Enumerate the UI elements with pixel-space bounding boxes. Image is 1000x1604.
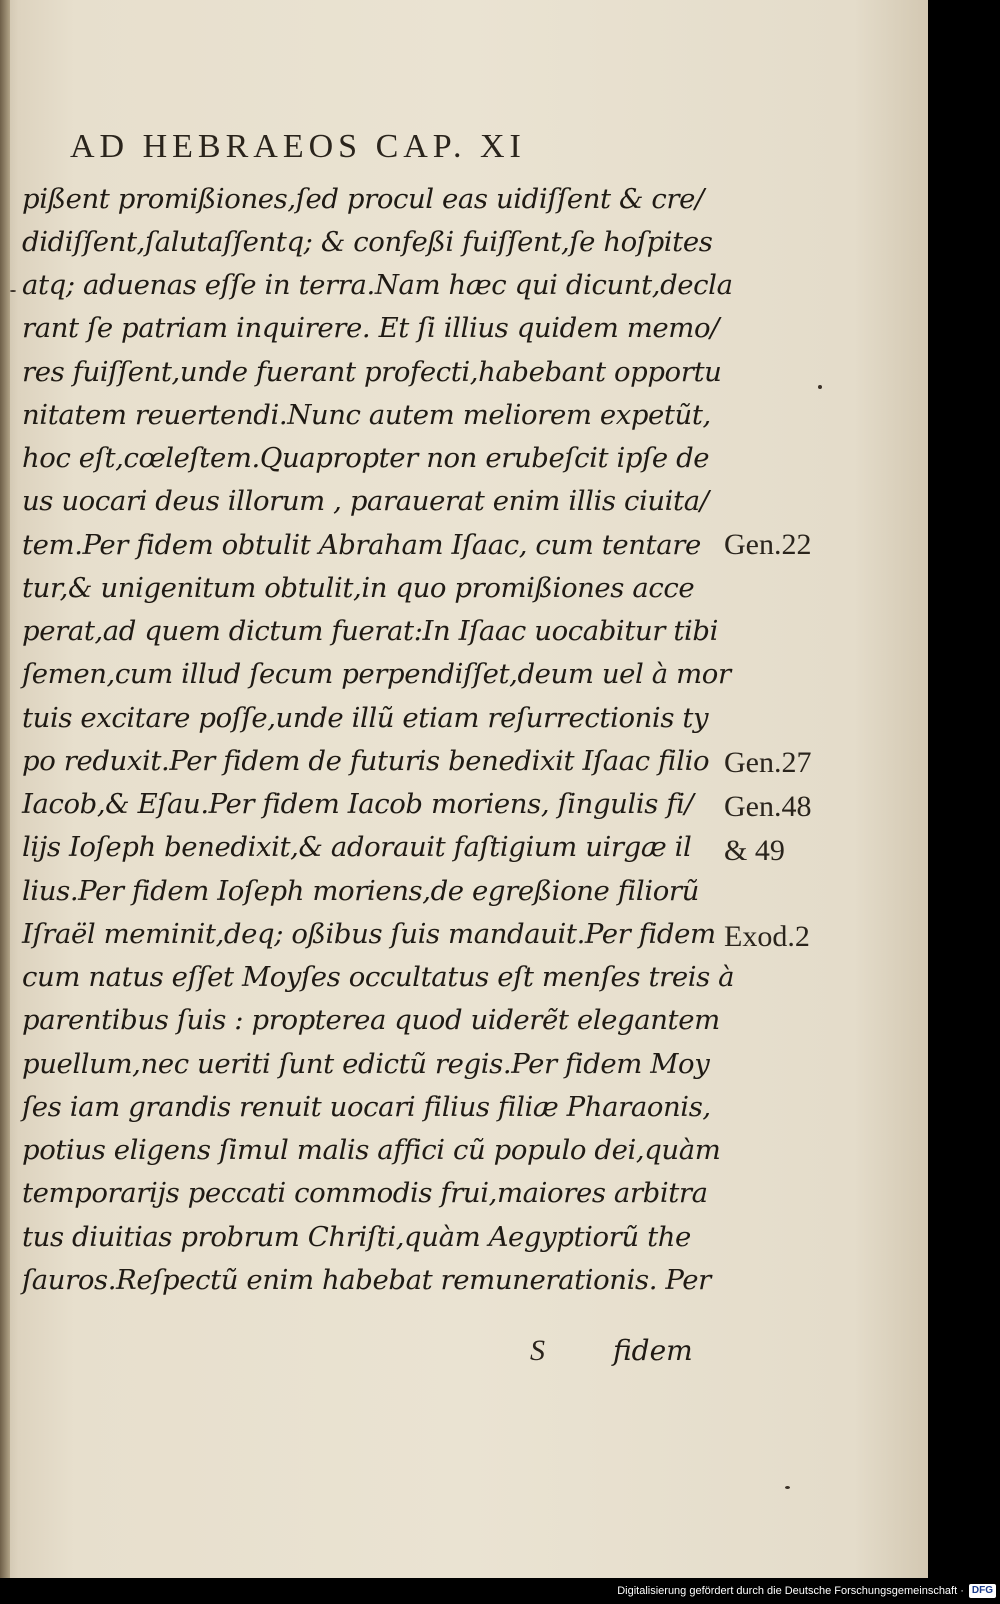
margin-note-exod2: Exod.2 bbox=[724, 920, 810, 953]
text-line: atq; aduenas eſſe in terra.Nam hæc qui dicunt,decla bbox=[22, 269, 733, 301]
text-line: tuis excitare poſſe,unde illũ etiam reſurrectionis ty bbox=[22, 702, 709, 734]
margin-note-gen48: Gen.48 bbox=[724, 790, 812, 823]
catchword: fidem bbox=[613, 1334, 693, 1367]
footer-credit: Digitalisierung gefördert durch die Deutsche Forschungsgemeinschaft · bbox=[617, 1585, 964, 1597]
page-edge bbox=[0, 0, 10, 1578]
text-line: res fuiſſent,unde fuerant profecti,habebant opportu bbox=[22, 356, 722, 388]
text-line: Iacob,& Eſau.Per fidem Iacob moriens, ſingulis fi/ bbox=[22, 788, 694, 820]
text-line: rant ſe patriam inquirere. Et ſi illius quidem memo/ bbox=[22, 312, 719, 344]
text-line: didiſſent,ſalutaſſentq; & confeßi fuiſſent,ſe hoſpites bbox=[22, 226, 713, 258]
margin-note-gen22: Gen.22 bbox=[724, 528, 812, 561]
text-line: us uocari deus illorum , parauerat enim illis ciuita/ bbox=[22, 485, 709, 517]
text-line: tur,& unigenitum obtulit,in quo promißiones acce bbox=[22, 572, 695, 604]
text-line: nitatem reuertendi.Nunc autem meliorem expetũt, bbox=[22, 399, 711, 431]
text-line: potius eligens ſimul malis affici cũ populo dei,quàm bbox=[22, 1134, 721, 1166]
text-line: temporarijs peccati commodis frui,maiores arbitra bbox=[22, 1177, 708, 1209]
dfg-logo: DFG bbox=[969, 1584, 996, 1598]
text-line: hoc eſt,cœleſtem.Quapropter non erubeſcit ipſe de bbox=[22, 442, 710, 474]
text-line: lijs Ioſeph benedixit,& adorauit faſtigium uirgæ il bbox=[22, 831, 692, 863]
text-line: ſes iam grandis renuit uocari filius filiæ Pharaonis, bbox=[22, 1091, 711, 1123]
text-line: lius.Per fidem Ioſeph moriens,de egreßione filiorũ bbox=[22, 875, 699, 907]
text-line: tus diuitias probrum Chriſti,quàm Aegyptiorũ the bbox=[22, 1221, 691, 1253]
margin-note-and49: & 49 bbox=[724, 834, 785, 867]
text-line: ſemen,cum illud ſecum perpendiſſet,deum uel à mor bbox=[22, 658, 731, 690]
ink-speck bbox=[10, 290, 16, 292]
text-line: perat,ad quem dictum fuerat:In Iſaac uocabitur tibi bbox=[22, 615, 719, 647]
text-line: Iſraël meminit,deq; oßibus ſuis mandauit.Per fidem bbox=[22, 918, 716, 950]
text-line: po reduxit.Per fidem de futuris benedixit Iſaac filio bbox=[22, 745, 710, 777]
ink-speck bbox=[785, 1486, 790, 1489]
text-line: pißent promißiones,ſed procul eas uidiſſent & cre/ bbox=[22, 183, 704, 215]
signature-mark: S bbox=[530, 1334, 545, 1367]
text-line: puellum,nec ueriti ſunt edictũ regis.Per fidem Moy bbox=[22, 1048, 710, 1080]
text-line: parentibus ſuis : propterea quod uiderẽt elegantem bbox=[22, 1004, 720, 1036]
running-head: AD HEBRAEOS CAP. XI bbox=[70, 128, 526, 165]
digitization-footer bbox=[617, 1581, 996, 1601]
text-line: cum natus eſſet Moyſes occultatus eſt menſes treis à bbox=[22, 961, 735, 993]
margin-note-gen27: Gen.27 bbox=[724, 746, 812, 779]
ink-speck bbox=[818, 385, 822, 389]
text-line: ſauros.Reſpectũ enim habebat remunerationis. Per bbox=[22, 1264, 711, 1296]
text-line: tem.Per fidem obtulit Abraham Iſaac, cum tentare bbox=[22, 529, 701, 561]
